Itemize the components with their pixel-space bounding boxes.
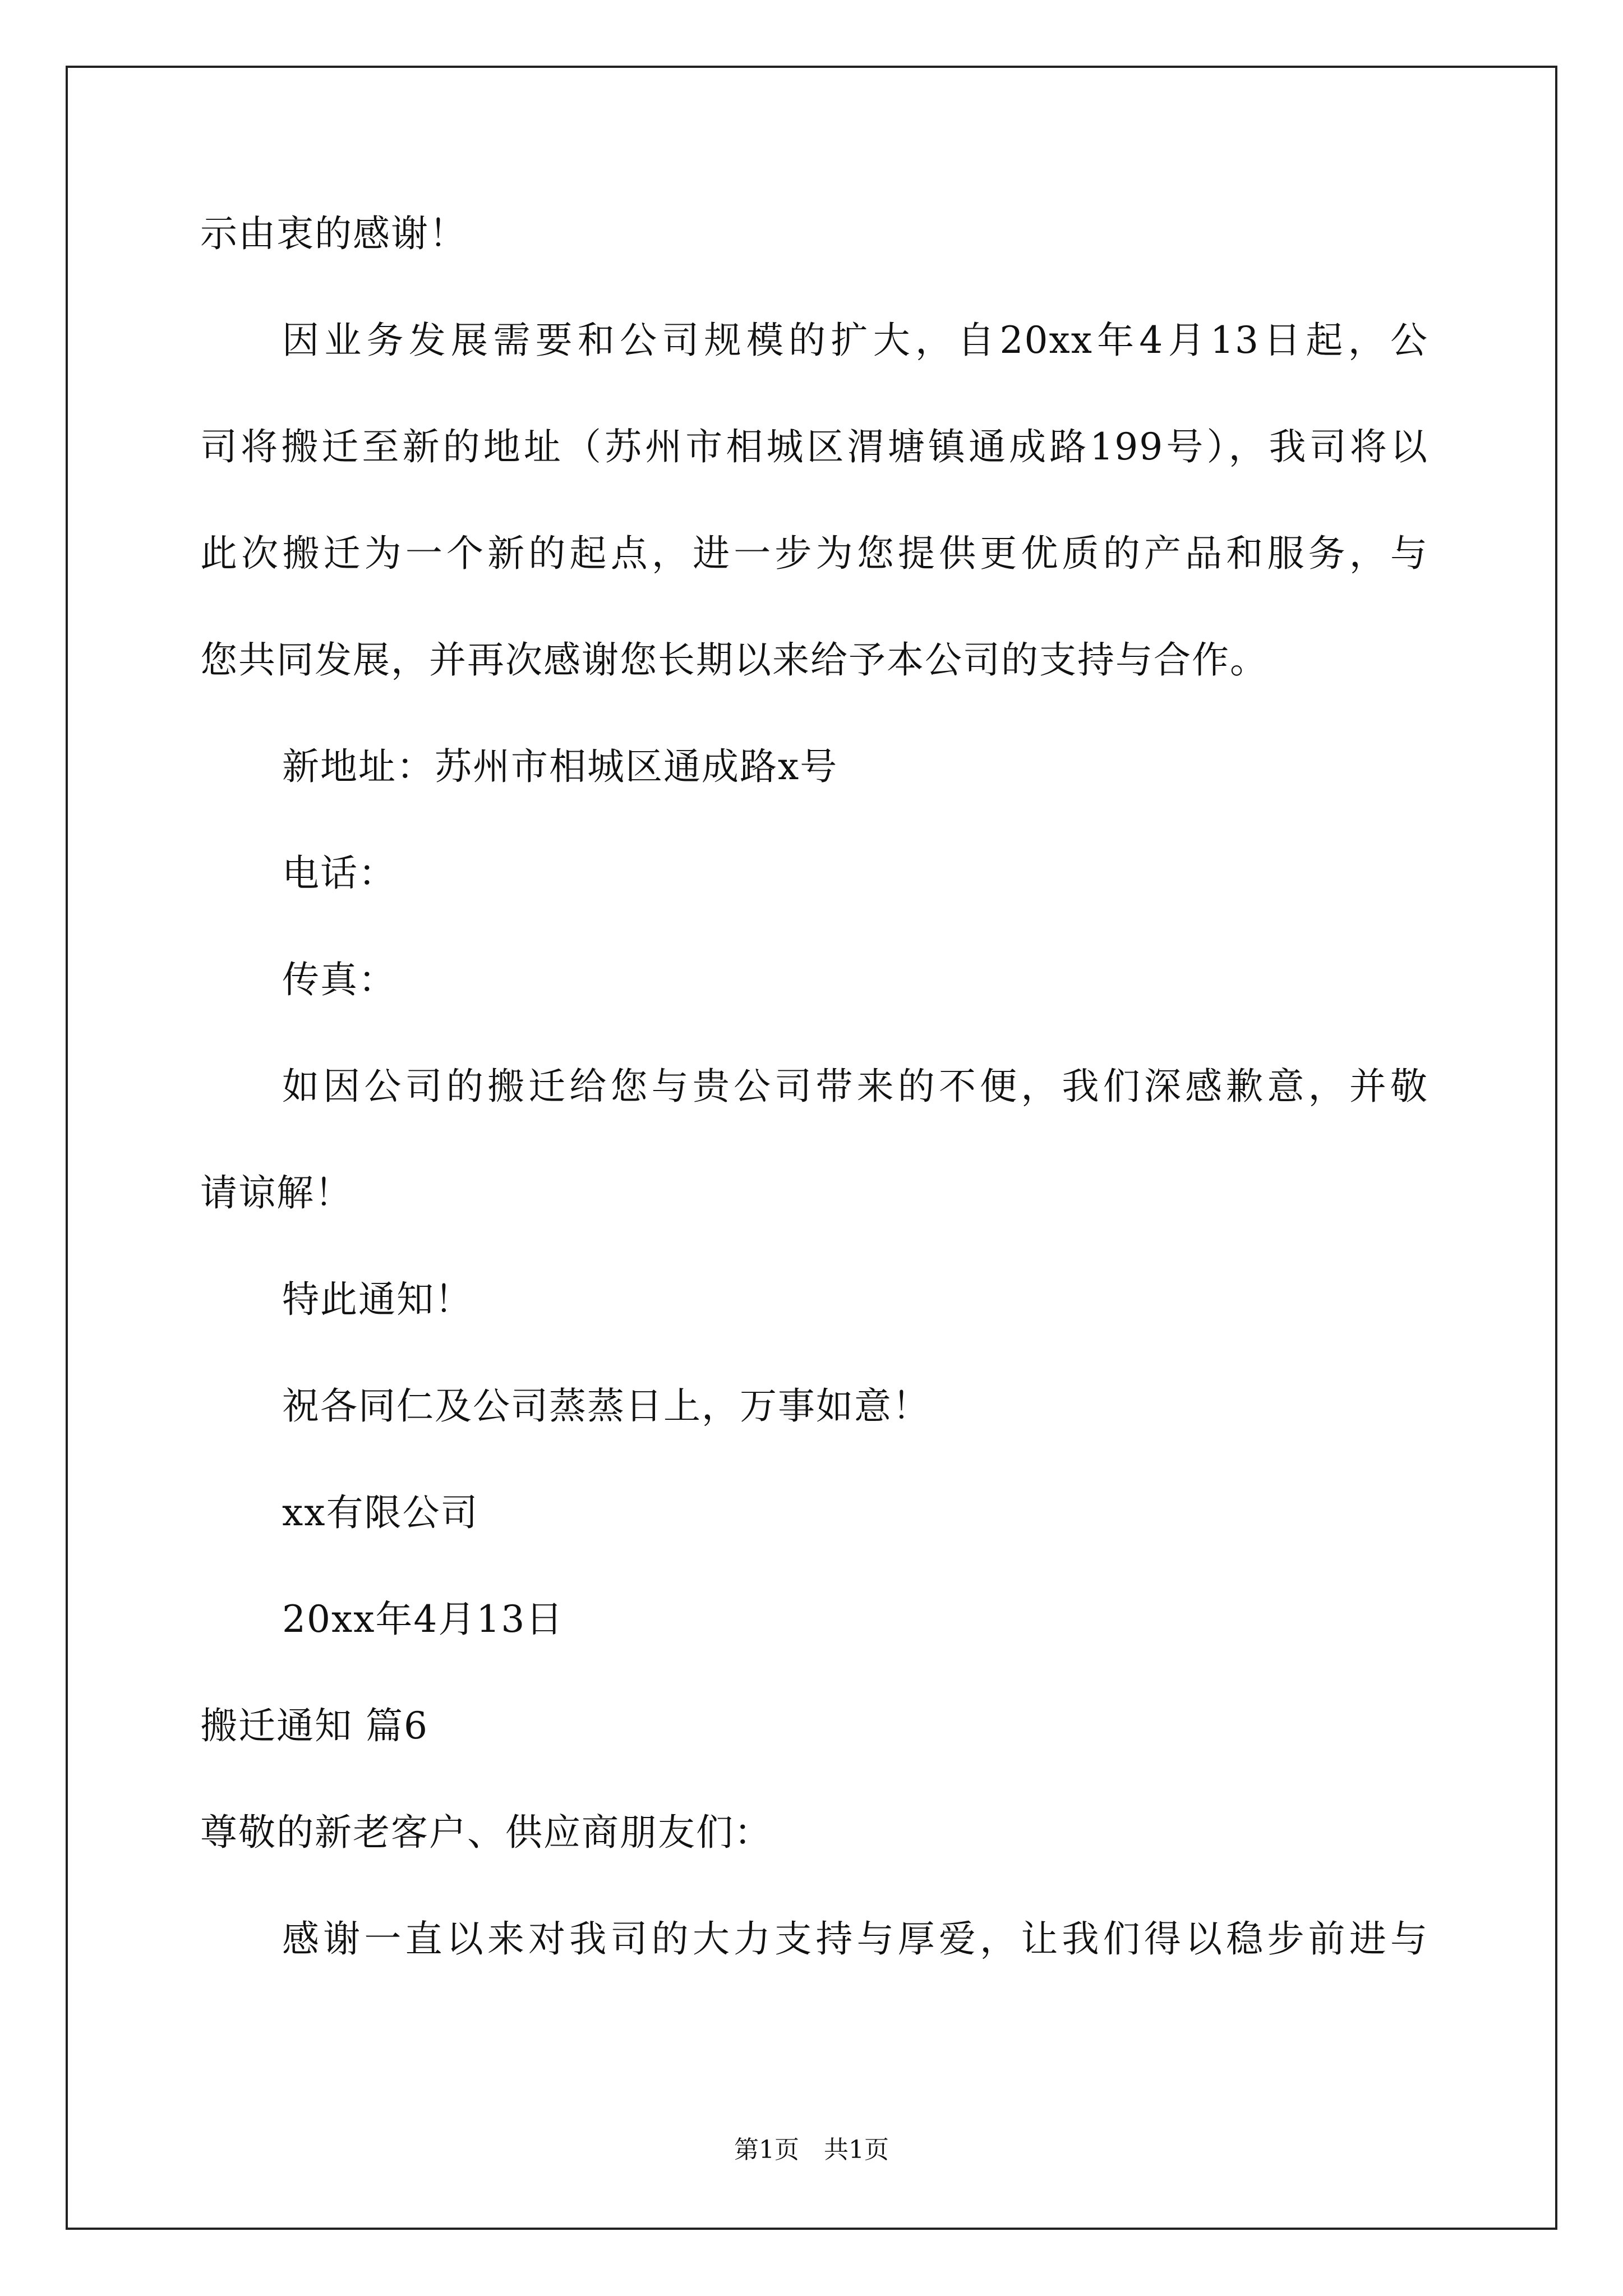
text-line: 您共同发展，并再次感谢您长期以来给予本公司的支持与合作。	[200, 638, 1268, 682]
text-line: 电话：	[282, 852, 396, 895]
page-border	[66, 66, 1557, 2230]
text-line: 请谅解！	[200, 1171, 353, 1214]
page-number: 第1页 共1页	[734, 2136, 889, 2164]
text-line: 新地址：苏州市相城区通成路x号	[282, 745, 838, 788]
text-line: 传真：	[282, 958, 396, 1001]
text-line: 尊敬的新老客户、供应商朋友们：	[200, 1811, 772, 1854]
text-line: 如因公司的搬迁给您与贵公司带来的不便，我们深感歉意，并敬	[282, 1065, 1428, 1108]
text-line: 特此通知！	[282, 1278, 473, 1321]
text-line: xx有限公司	[282, 1491, 479, 1534]
text-line: 示由衷的感谢！	[200, 212, 467, 255]
text-line: 因业务发展需要和公司规模的扩大，自20xx年4月13日起，公	[282, 319, 1428, 362]
text-line: 祝各同仁及公司蒸蒸日上，万事如意！	[282, 1384, 930, 1428]
section-heading: 搬迁通知 篇6	[200, 1704, 428, 1747]
text-line: 20xx年4月13日	[282, 1598, 564, 1641]
text-line: 司将搬迁至新的地址（苏州市相城区渭塘镇通成路199号），我司将以	[200, 425, 1428, 468]
text-line: 感谢一直以来对我司的大力支持与厚爱，让我们得以稳步前进与	[282, 1917, 1428, 1961]
text-line: 此次搬迁为一个新的起点，进一步为您提供更优质的产品和服务，与	[200, 532, 1428, 575]
